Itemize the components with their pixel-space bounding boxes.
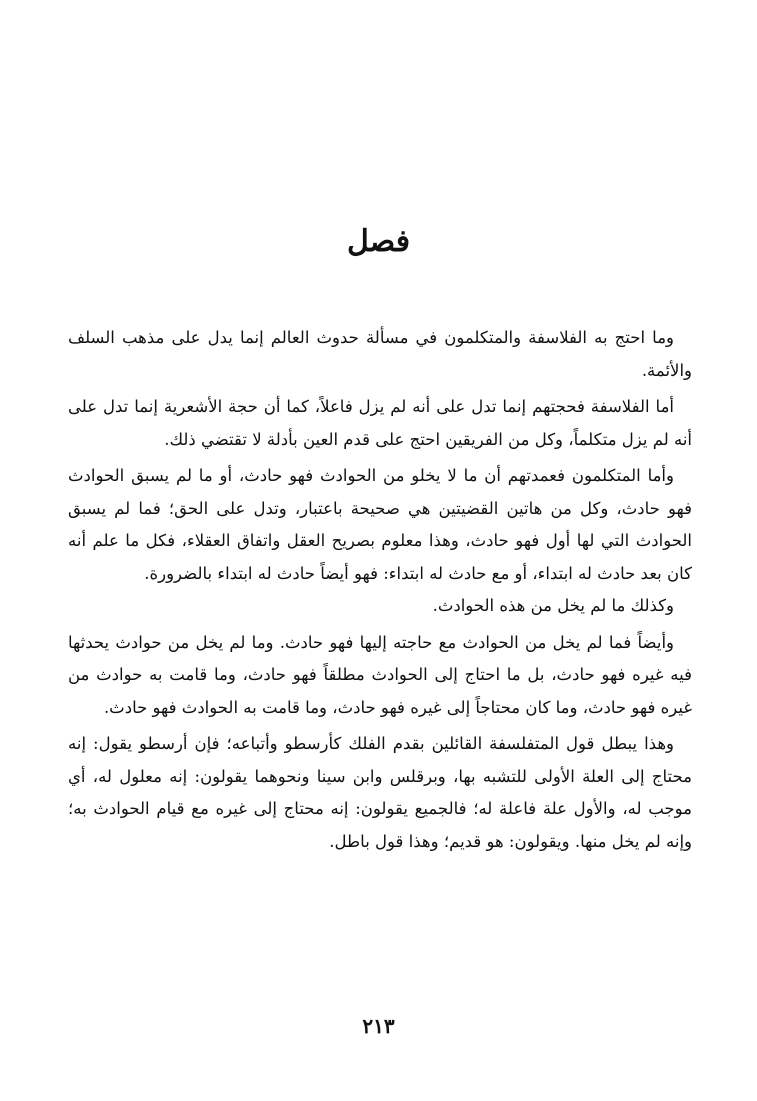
paragraph-6: وهذا يبطل قول المتفلسفة القائلين بقدم الفلك كأرسطو وأتباعه؛ فإن أرسطو يقول: إنه محتاج إلى العلة الأولى للتشبه بها، وبرقلس وابن سينا ونحوهما يقولون: إنه معلول له، أي موجب له، والأول علة فاعلة له؛ فالجميع يقولون: إنه محتاج إلى غيره مع قيام الحوادث به؛ وإنه لم يخل منها. ويقولون: هو قديم؛ وهذا قول باطل. bbox=[68, 734, 692, 851]
body-text bbox=[68, 322, 692, 862]
paragraph-1: وما احتج به الفلاسفة والمتكلمون في مسألة حدوث العالم إنما يدل على مذهب السلف والأئمة. bbox=[68, 328, 692, 380]
paragraph-5: وأيضاً فما لم يخل من الحوادث مع حاجته إليها فهو حادث. وما لم يخل من حوادث يحدثها فيه غيره فهو حادث، بل ما احتاج إلى الحوادث مطلقاً فهو حادث، وما قامت به حوادث من غيره فهو حادث، وما كان محتاجاً إلى غيره فهو حادث، وما قامت به الحوادث فهو حادث. bbox=[68, 632, 692, 717]
paragraph-3: وأما المتكلمون فعمدتهم أن ما لا يخلو من الحوادث فهو حادث، أو ما لم يسبق الحوادث فهو حادث، وكل من هاتين القضيتين هي صحيحة باعتبار، وتدل على الحق؛ فما لم يسبق الحوادث التي لها أول فهو حادث، وهذا معلوم بصريح العقل واتفاق العقلاء، فكل ما علم أنه كان بعد حادث له ابتداء، أو مع حادث له ابتداء: فهو أيضاً حادث له ابتداء بالضرورة. bbox=[68, 466, 692, 583]
paragraph-2: أما الفلاسفة فحجتهم إنما تدل على أنه لم يزل فاعلاً، كما أن حجة الأشعرية إنما تدل على أنه لم يزل متكلماً، وكل من الفريقين احتج على قدم العين بأدلة لا تقتضي ذلك. bbox=[68, 397, 692, 449]
page-number: ٢١٣ bbox=[362, 1014, 395, 1038]
page-title: فصل bbox=[346, 224, 411, 259]
paragraph-4: وكذلك ما لم يخل من هذه الحوادث. bbox=[432, 596, 674, 615]
